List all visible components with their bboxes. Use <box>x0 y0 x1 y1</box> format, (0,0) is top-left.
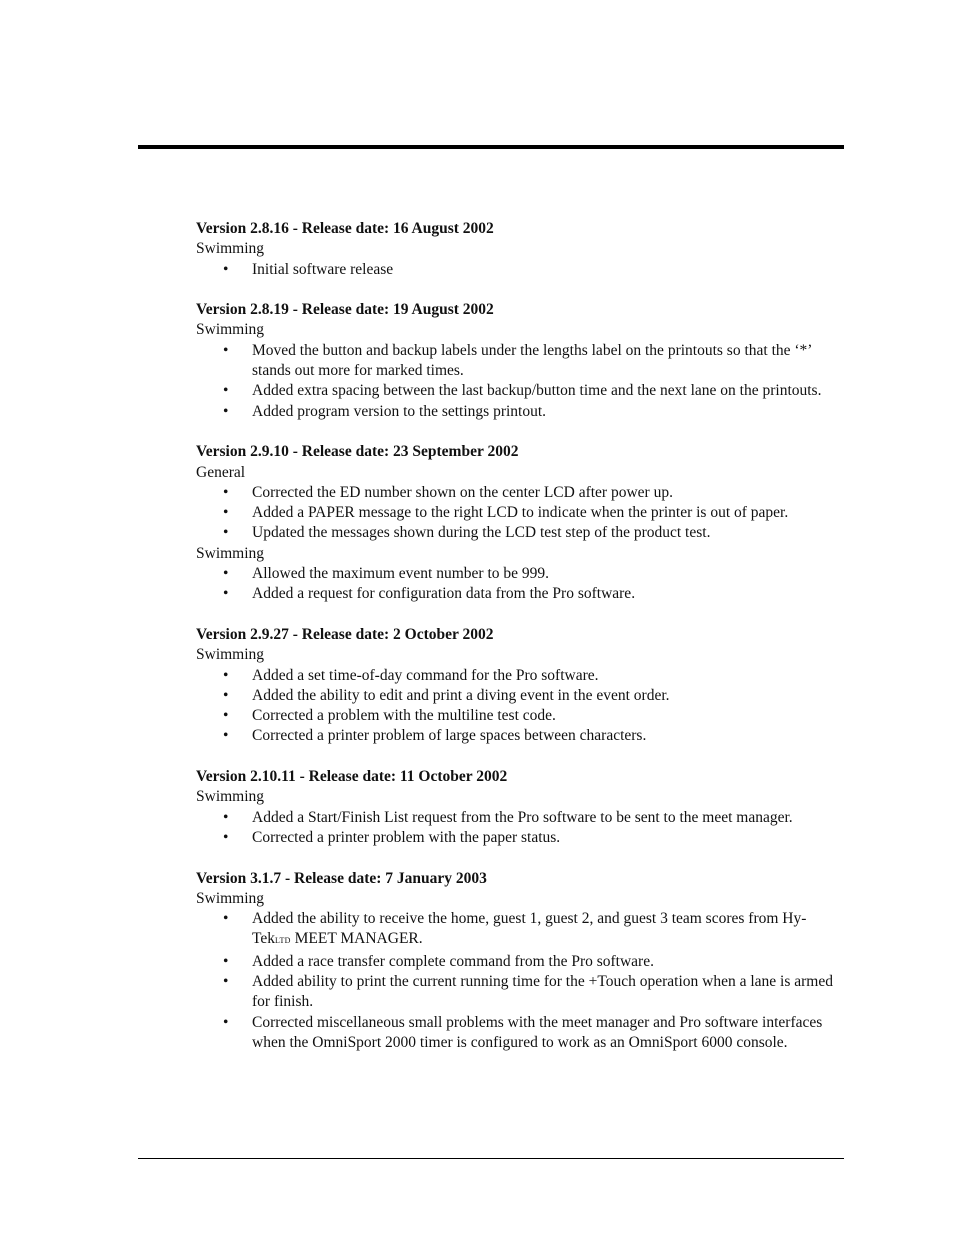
change-item: • Added a race transfer complete command from the Pro software. <box>252 952 844 972</box>
version-section <box>196 300 844 422</box>
bottom-horizontal-rule <box>138 1158 844 1159</box>
change-list <box>196 564 844 605</box>
change-item: • Updated the messages shown during the LCD test step of the product test. <box>252 523 844 543</box>
ltd-subscript: LTD <box>275 936 291 946</box>
change-item: • Corrected the ED number shown on the center LCD after power up. <box>252 483 844 503</box>
change-item: • Added a PAPER message to the right LCD to indicate when the printer is out of paper. <box>252 503 844 523</box>
change-item: • Added ability to print the current running time for the +Touch operation when a lane is armed for finish. <box>252 972 844 1013</box>
change-item: • Added program version to the settings printout. <box>252 402 844 422</box>
version-heading: Version 2.8.19 - Release date: 19 August 2002 <box>196 301 494 319</box>
change-item: • Corrected a printer problem with the paper status. <box>252 828 844 848</box>
category-label: Swimming <box>196 646 265 664</box>
category-label: Swimming <box>196 889 265 907</box>
top-horizontal-rule <box>138 145 844 149</box>
version-section <box>196 767 844 848</box>
change-item: • Added a set time-of-day command for the Pro software. <box>252 666 844 686</box>
version-heading: Version 2.10.11 - Release date: 11 October 2002 <box>196 768 508 786</box>
change-item: • Added extra spacing between the last backup/button time and the next lane on the printouts. <box>252 381 844 401</box>
version-heading: Version 3.1.7 - Release date: 7 January 2003 <box>196 869 487 887</box>
change-list <box>196 341 844 422</box>
change-item: • Added the ability to edit and print a diving event in the event order. <box>252 686 844 706</box>
change-item-tail: MEET MANAGER. <box>290 930 423 948</box>
change-item: • Allowed the maximum event number to be 999. <box>252 564 844 584</box>
version-section <box>196 219 844 280</box>
change-item: • Corrected a problem with the multiline test code. <box>252 706 844 726</box>
version-heading: Version 2.9.10 - Release date: 23 September 2002 <box>196 443 519 461</box>
change-item: • Added a Start/Finish List request from the Pro software to be sent to the meet manager. <box>252 808 844 828</box>
category-label: Swimming <box>196 240 265 258</box>
change-list <box>196 808 844 849</box>
change-list <box>196 260 844 280</box>
category-label: Swimming <box>196 788 265 806</box>
change-list <box>196 483 844 544</box>
version-heading: Version 2.9.27 - Release date: 2 October 2002 <box>196 625 494 643</box>
change-item: • Corrected a printer problem of large spaces between characters. <box>252 726 844 746</box>
change-item: • Corrected miscellaneous small problems with the meet manager and Pro software interfaces when the OmniSport 2000 timer is configured to work as an OmniSport 6000 console. <box>252 1013 844 1054</box>
version-section <box>196 442 844 604</box>
change-list <box>196 666 844 747</box>
category-label: Swimming <box>196 321 265 339</box>
version-heading: Version 2.8.16 - Release date: 16 August 2002 <box>196 220 494 237</box>
change-item: • Added a request for configuration data from the Pro software. <box>252 584 844 604</box>
change-list <box>196 909 844 1053</box>
category-label: General <box>196 463 246 481</box>
change-item <box>252 909 844 952</box>
change-item: • Moved the button and backup labels under the lengths label on the printouts so that the ‘*’ stands out more for marked times. <box>252 341 844 382</box>
release-notes <box>196 219 844 1073</box>
version-section <box>196 625 844 747</box>
change-item: • Initial software release <box>252 260 844 280</box>
version-section <box>196 869 844 1054</box>
category-label: Swimming <box>196 544 265 562</box>
change-item-text: Added the ability to receive the home, guest 1, guest 2, and guest 3 team scores from Hy-Tek <box>252 910 807 948</box>
